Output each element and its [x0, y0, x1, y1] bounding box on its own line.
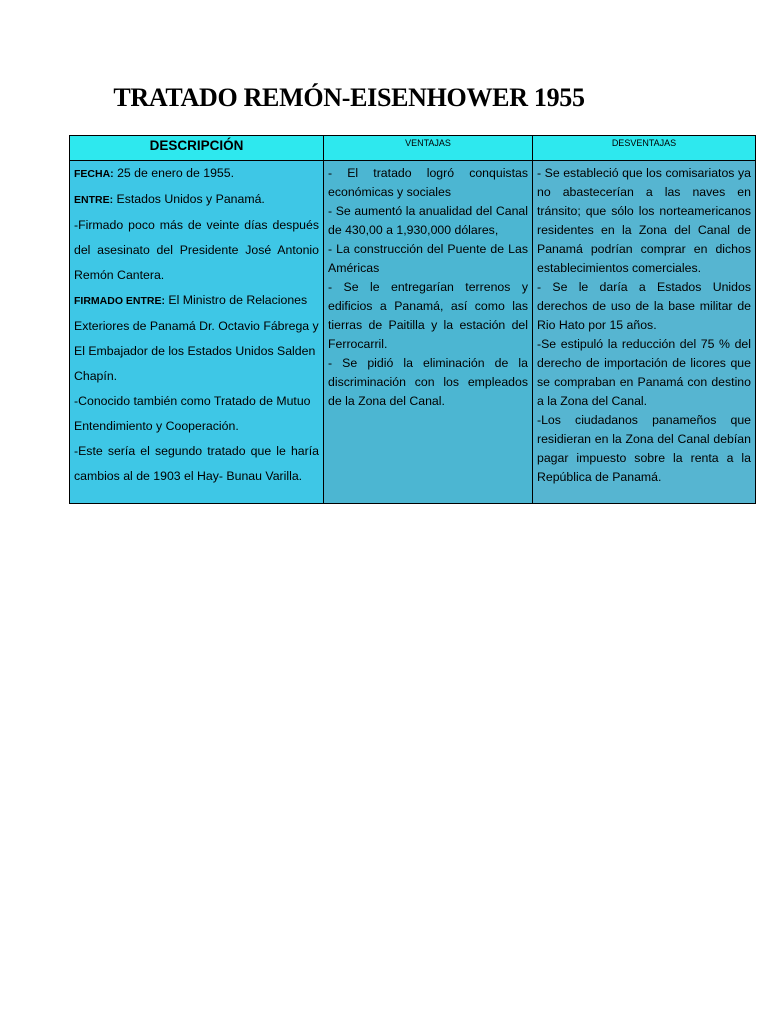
- entre-line: [74, 187, 319, 213]
- page-title: TRATADO REMÓN-EISENHOWER 1955: [113, 83, 585, 112]
- desventaja-item: - Se le daría a Estados Unidos derechos de uso de la base militar de Rio Hato por 15 años.: [537, 280, 751, 332]
- desventaja-item: -Se estipuló la reducción del 75 % del derecho de importación de licores que se compraban en Panamá con destino a la Zona del Canal.: [537, 337, 751, 408]
- header-descripcion: DESCRIPCIÓN: [70, 136, 324, 161]
- ventajas-cell: [324, 161, 533, 504]
- fecha-label: FECHA:: [74, 168, 114, 180]
- fecha-line: [74, 161, 319, 187]
- ventaja-item: - Se le entregarían terrenos y edificios a Panamá, así como las tierras de Paitilla y la estación del Ferrocarril.: [328, 280, 528, 351]
- entre-label: ENTRE:: [74, 194, 114, 206]
- firmado-entre-label: FIRMADO ENTRE:: [74, 295, 165, 307]
- table-row: [70, 161, 756, 504]
- conocido-text: -Conocido también como Tratado de Mutuo Entendimiento y Cooperación.: [74, 394, 311, 433]
- ventaja-item: - Se aumentó la anualidad del Canal de 430,00 a 1,930,000 dólares,: [328, 204, 528, 237]
- descripcion-cell: [70, 161, 324, 504]
- firmado-entre-line: [74, 288, 319, 389]
- desventaja-item: - Se estableció que los comisariatos ya no abastecerían a las naves en tránsito; que sólo los norteamericanos residentes en la Zona del Canal de Panamá podrían comprar en dichos establecimientos comerciales.: [537, 166, 751, 275]
- table-header-row: [70, 136, 756, 161]
- ventaja-item: - El tratado logró conquistas económicas y sociales: [328, 166, 528, 199]
- fecha-value: 25 de enero de 1955.: [113, 166, 235, 180]
- ventaja-item: - Se pidió la eliminación de la discriminación con los empleados de la Zona del Canal.: [328, 356, 528, 408]
- treaty-table: [69, 135, 756, 504]
- entre-value: Estados Unidos y Panamá.: [113, 192, 265, 206]
- segundo-text: -Este sería el segundo tratado que le haría cambios al de 1903 el Hay- Bunau Varilla.: [74, 444, 319, 483]
- header-ventajas: VENTAJAS: [324, 136, 533, 161]
- firmado-text: -Firmado poco más de veinte días después del asesinato del Presidente José Antonio Remón Cantera.: [74, 218, 319, 282]
- desventaja-item: -Los ciudadanos panameños que residieran en la Zona del Canal debían pagar impuesto sobre la renta a la República de Panamá.: [537, 413, 751, 484]
- header-desventajas: DESVENTAJAS: [533, 136, 756, 161]
- firmado-entre-value: El Ministro de Relaciones Exteriores de Panamá Dr. Octavio Fábrega y El Embajador de los Estados Unidos Salden Chapín.: [74, 293, 319, 383]
- ventaja-item: - La construcción del Puente de Las Américas: [328, 242, 528, 275]
- desventajas-cell: [533, 161, 756, 504]
